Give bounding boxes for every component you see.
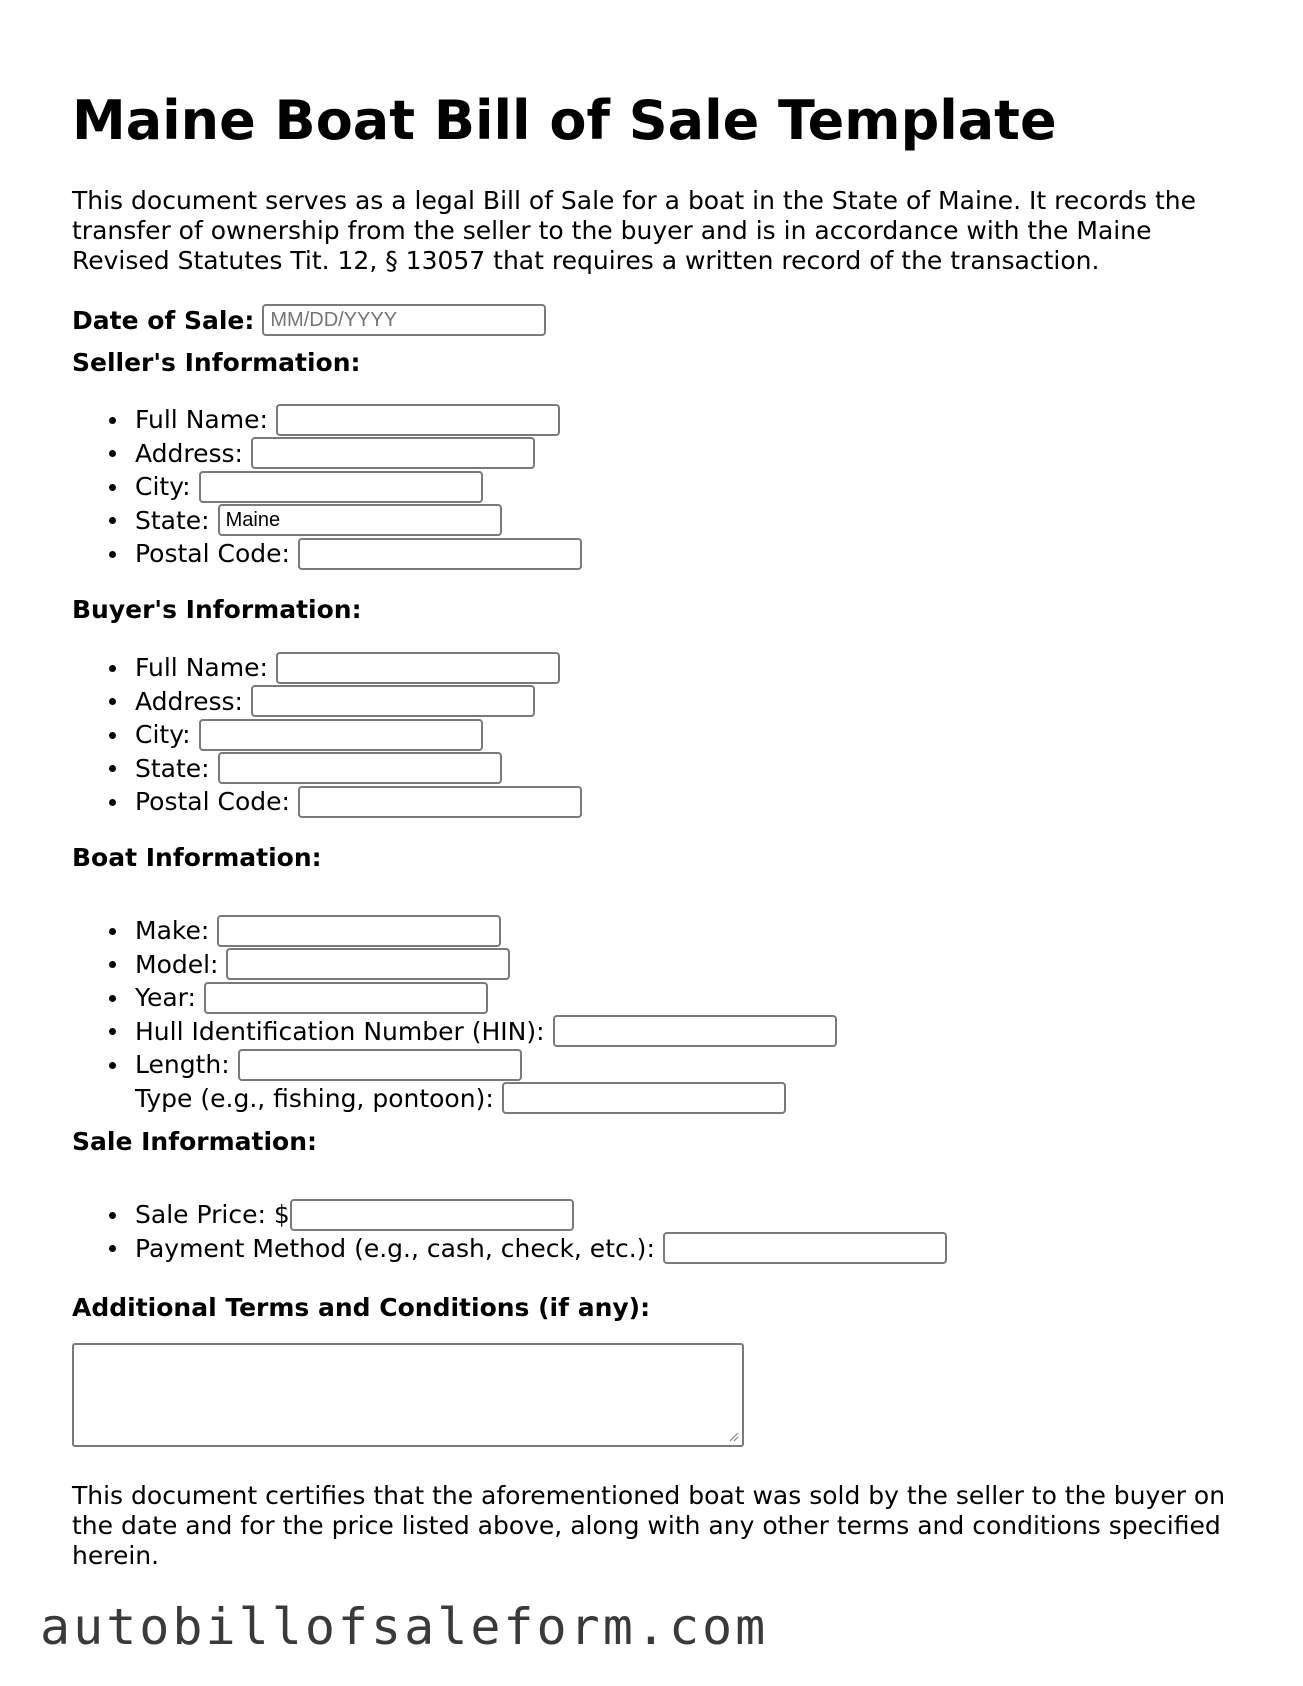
- list-item: [72, 651, 582, 685]
- seller-postal-code-label: Postal Code:: [135, 539, 290, 569]
- list-item: [72, 1232, 947, 1266]
- buyer-heading: Buyer's Information:: [72, 595, 362, 624]
- seller-city-input[interactable]: [199, 471, 483, 503]
- boat-model-label: Model:: [135, 949, 219, 979]
- boat-heading: Boat Information:: [72, 843, 322, 872]
- boat-type-label: Type (e.g., fishing, pontoon):: [135, 1083, 494, 1113]
- seller-fields: [72, 403, 582, 571]
- list-item: [72, 785, 582, 819]
- page-title: Maine Boat Bill of Sale Template: [72, 89, 1057, 152]
- buyer-address-input[interactable]: [251, 685, 535, 717]
- seller-state-input[interactable]: [218, 504, 502, 536]
- sale-fields: [72, 1198, 947, 1265]
- buyer-state-input[interactable]: [218, 752, 502, 784]
- date-of-sale-input[interactable]: [262, 304, 546, 336]
- seller-postal-code-input[interactable]: [298, 538, 582, 570]
- boat-hin-input[interactable]: [553, 1015, 837, 1047]
- boat-hin-label: Hull Identification Number (HIN):: [135, 1016, 545, 1046]
- list-item: [72, 914, 837, 948]
- list-item: [72, 981, 837, 1015]
- list-item: [72, 470, 582, 504]
- boat-length-input[interactable]: [238, 1049, 522, 1081]
- list-item: [72, 1082, 837, 1116]
- boat-make-label: Make:: [135, 916, 210, 946]
- seller-address-label: Address:: [135, 438, 243, 468]
- buyer-postal-code-label: Postal Code:: [135, 787, 290, 817]
- resize-grip-icon[interactable]: [727, 1430, 739, 1442]
- list-item: [72, 1048, 837, 1082]
- buyer-address-label: Address:: [135, 686, 243, 716]
- list-item: [72, 504, 582, 538]
- seller-full-name-input[interactable]: [276, 404, 560, 436]
- boat-year-label: Year:: [135, 983, 196, 1013]
- list-item: [72, 1015, 837, 1049]
- seller-address-input[interactable]: [251, 437, 535, 469]
- payment-method-label: Payment Method (e.g., cash, check, etc.):: [135, 1233, 655, 1263]
- date-of-sale-row: [72, 303, 546, 337]
- list-item: [72, 948, 837, 982]
- watermark: autobillofsaleform.com: [40, 1598, 769, 1656]
- intro-paragraph: This document serves as a legal Bill of Sale for a boat in the State of Maine. It records the transfer of ownership from the seller to the buyer and is in accordance with the Maine Revised Statutes Tit. 12, § 13057 that requires a written record of the transaction.: [72, 186, 1196, 275]
- list-item: [72, 537, 582, 571]
- boat-length-label: Length:: [135, 1050, 230, 1080]
- list-item: [72, 403, 582, 437]
- buyer-state-label: State:: [135, 753, 210, 783]
- payment-method-input[interactable]: [663, 1232, 947, 1264]
- list-item: [72, 718, 582, 752]
- boat-type-input[interactable]: [502, 1082, 786, 1114]
- buyer-full-name-input[interactable]: [276, 652, 560, 684]
- sale-price-label: Sale Price: $: [135, 1200, 290, 1230]
- seller-state-label: State:: [135, 505, 210, 535]
- list-item: [72, 1198, 947, 1232]
- sale-heading: Sale Information:: [72, 1127, 317, 1156]
- list-item: [72, 685, 582, 719]
- closing-paragraph: This document certifies that the aforementioned boat was sold by the seller to the buyer on the date and for the price listed above, along with any other terms and conditions specified herein.: [72, 1481, 1226, 1570]
- terms-textarea[interactable]: [72, 1343, 744, 1447]
- buyer-postal-code-input[interactable]: [298, 786, 582, 818]
- boat-model-input[interactable]: [226, 948, 510, 980]
- date-of-sale-label: Date of Sale:: [72, 305, 255, 335]
- seller-city-label: City:: [135, 472, 191, 502]
- buyer-city-label: City:: [135, 720, 191, 750]
- seller-heading: Seller's Information:: [72, 348, 361, 377]
- buyer-city-input[interactable]: [199, 719, 483, 751]
- buyer-full-name-label: Full Name:: [135, 653, 268, 683]
- terms-heading: Additional Terms and Conditions (if any):: [72, 1293, 651, 1322]
- boat-year-input[interactable]: [204, 982, 488, 1014]
- list-item: [72, 437, 582, 471]
- seller-full-name-label: Full Name:: [135, 405, 268, 435]
- buyer-fields: [72, 651, 582, 819]
- boat-fields: [72, 914, 837, 1115]
- list-item: [72, 752, 582, 786]
- boat-make-input[interactable]: [217, 915, 501, 947]
- sale-price-input[interactable]: [290, 1199, 574, 1231]
